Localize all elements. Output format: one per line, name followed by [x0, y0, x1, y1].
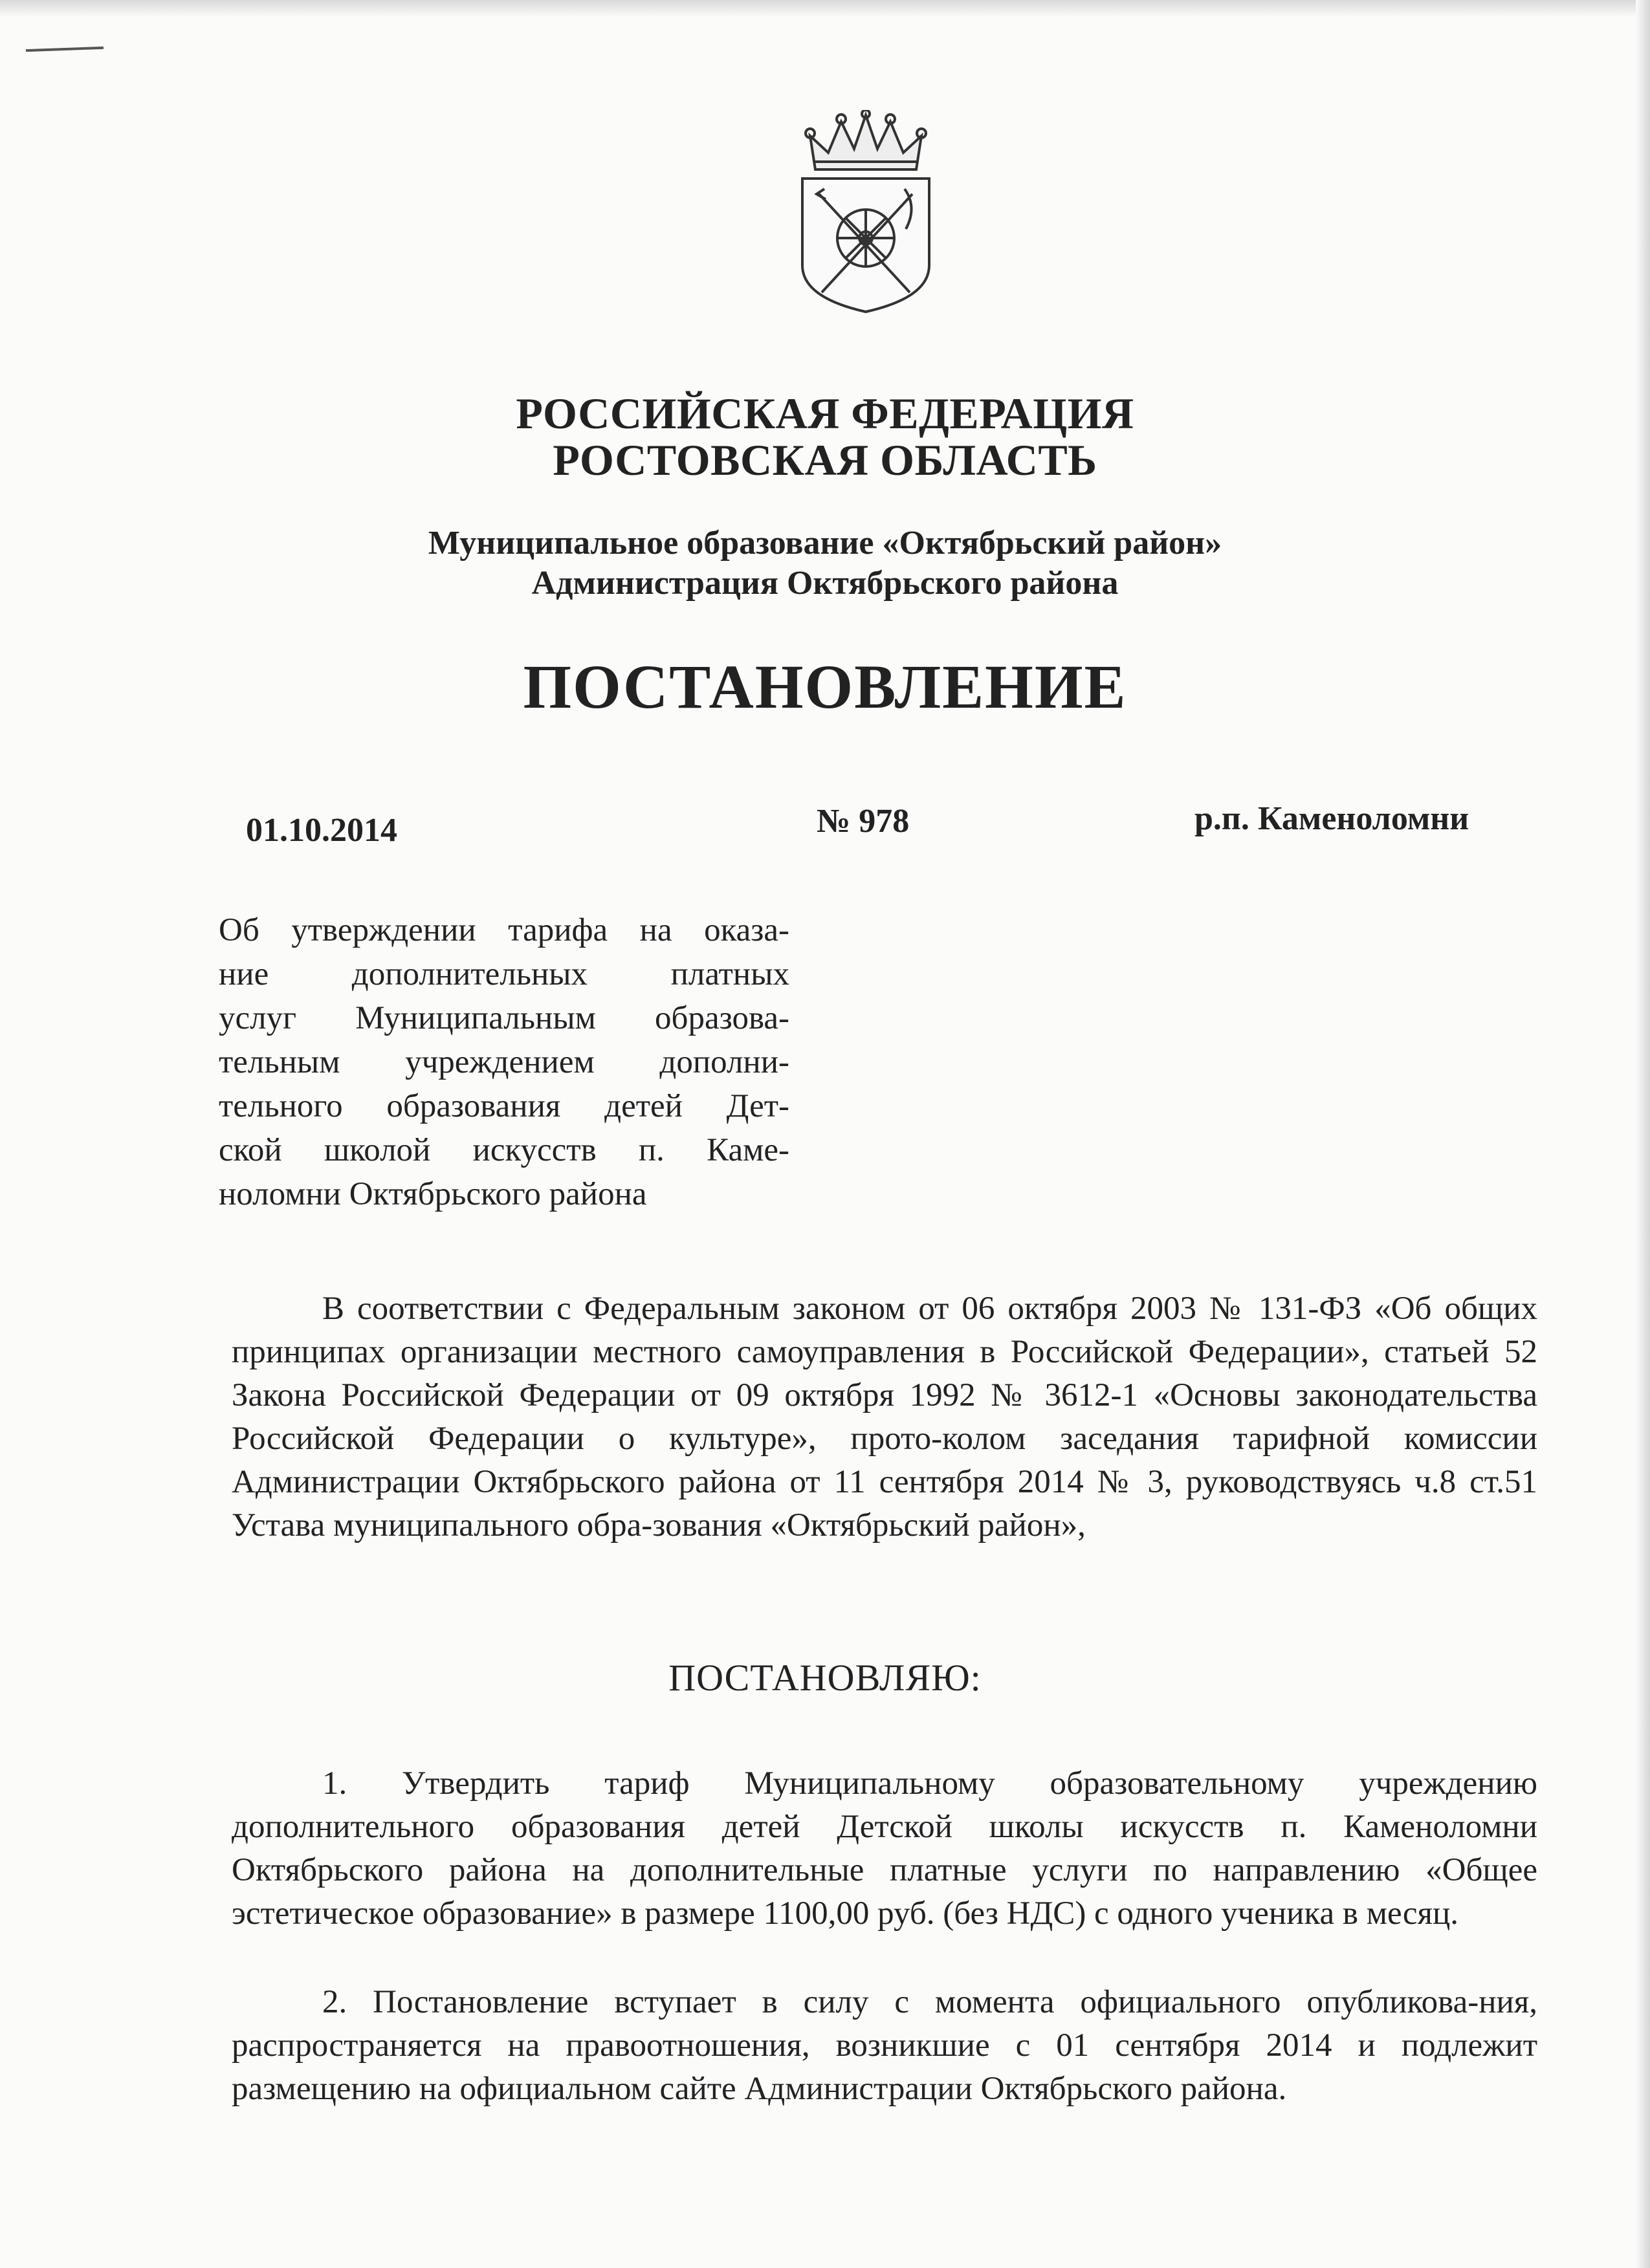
- item-2-paragraph: 2. Постановление вступает в силу с момента официального опубликова-ния, распространяется на правоотношения, возникшие с 01 сентября 2014 и подлежит размещению на официальном сайте Администрации Октябрьского района.: [232, 1984, 1537, 2107]
- header-administration: Администрация Октябрьского района: [531, 565, 1119, 602]
- coat-of-arms-icon: [791, 110, 941, 317]
- decree-heading: ПОСТАНОВЛЯЮ:: [668, 1657, 982, 1699]
- subject-line: Об утверждении тарифа на оказа-: [219, 912, 789, 948]
- header-country: РОССИЙСКАЯ ФЕДЕРАЦИЯ: [516, 389, 1134, 438]
- document-number: № 978: [817, 803, 910, 840]
- document-title: ПОСТАНОВЛЕНИЕ: [523, 652, 1127, 721]
- subject-line: ние дополнительных платных: [219, 956, 789, 992]
- subject-line: тельным учреждением дополни-: [219, 1044, 789, 1080]
- header-region: РОСТОВСКАЯ ОБЛАСТЬ: [553, 435, 1097, 485]
- scan-edge-top: [0, 0, 1650, 17]
- scan-edge-right: [1636, 0, 1650, 2268]
- subject-line: ской школой искусств п. Каме-: [219, 1132, 789, 1168]
- subject-line: тельного образования детей Дет-: [219, 1088, 789, 1124]
- header-municipality: Муниципальное образование «Октябрьский район»: [428, 525, 1222, 562]
- item-1-paragraph: 1. Утвердить тариф Муниципальному образовательному учреждению дополнительного образования детей Детской школы искусств п. Каменоломни Октябрьского района на дополнительные платные услуги по направлению «Общее эстетическое образование» в размере 1100,00 руб. (без НДС) с одного ученика в месяц.: [232, 1765, 1537, 1932]
- preamble-paragraph: В соответствии с Федеральным законом от 06 октября 2003 № 131-ФЗ «Об общих принципах организации местного самоуправления в Российской Федерации», статьей 52 Закона Российской Федерации от 09 октября 1992 № 3612-1 «Основы законодательства Российской Федерации о культуре», прото-колом заседания тарифной комиссии Администрации Октябрьского района от 11 сентября 2014 № 3, руководствуясь ч.8 ст.51 Устава муниципального обра-зования «Октябрьский район»,: [232, 1291, 1537, 1543]
- margin-mark: [26, 47, 104, 52]
- subject-line: ноломни Октябрьского района: [219, 1176, 647, 1212]
- document-place: р.п. Каменоломни: [1194, 800, 1469, 837]
- document-subject: [219, 908, 789, 1216]
- document-date: 01.10.2014: [246, 812, 397, 849]
- subject-line: услуг Муниципальным образова-: [219, 1000, 789, 1036]
